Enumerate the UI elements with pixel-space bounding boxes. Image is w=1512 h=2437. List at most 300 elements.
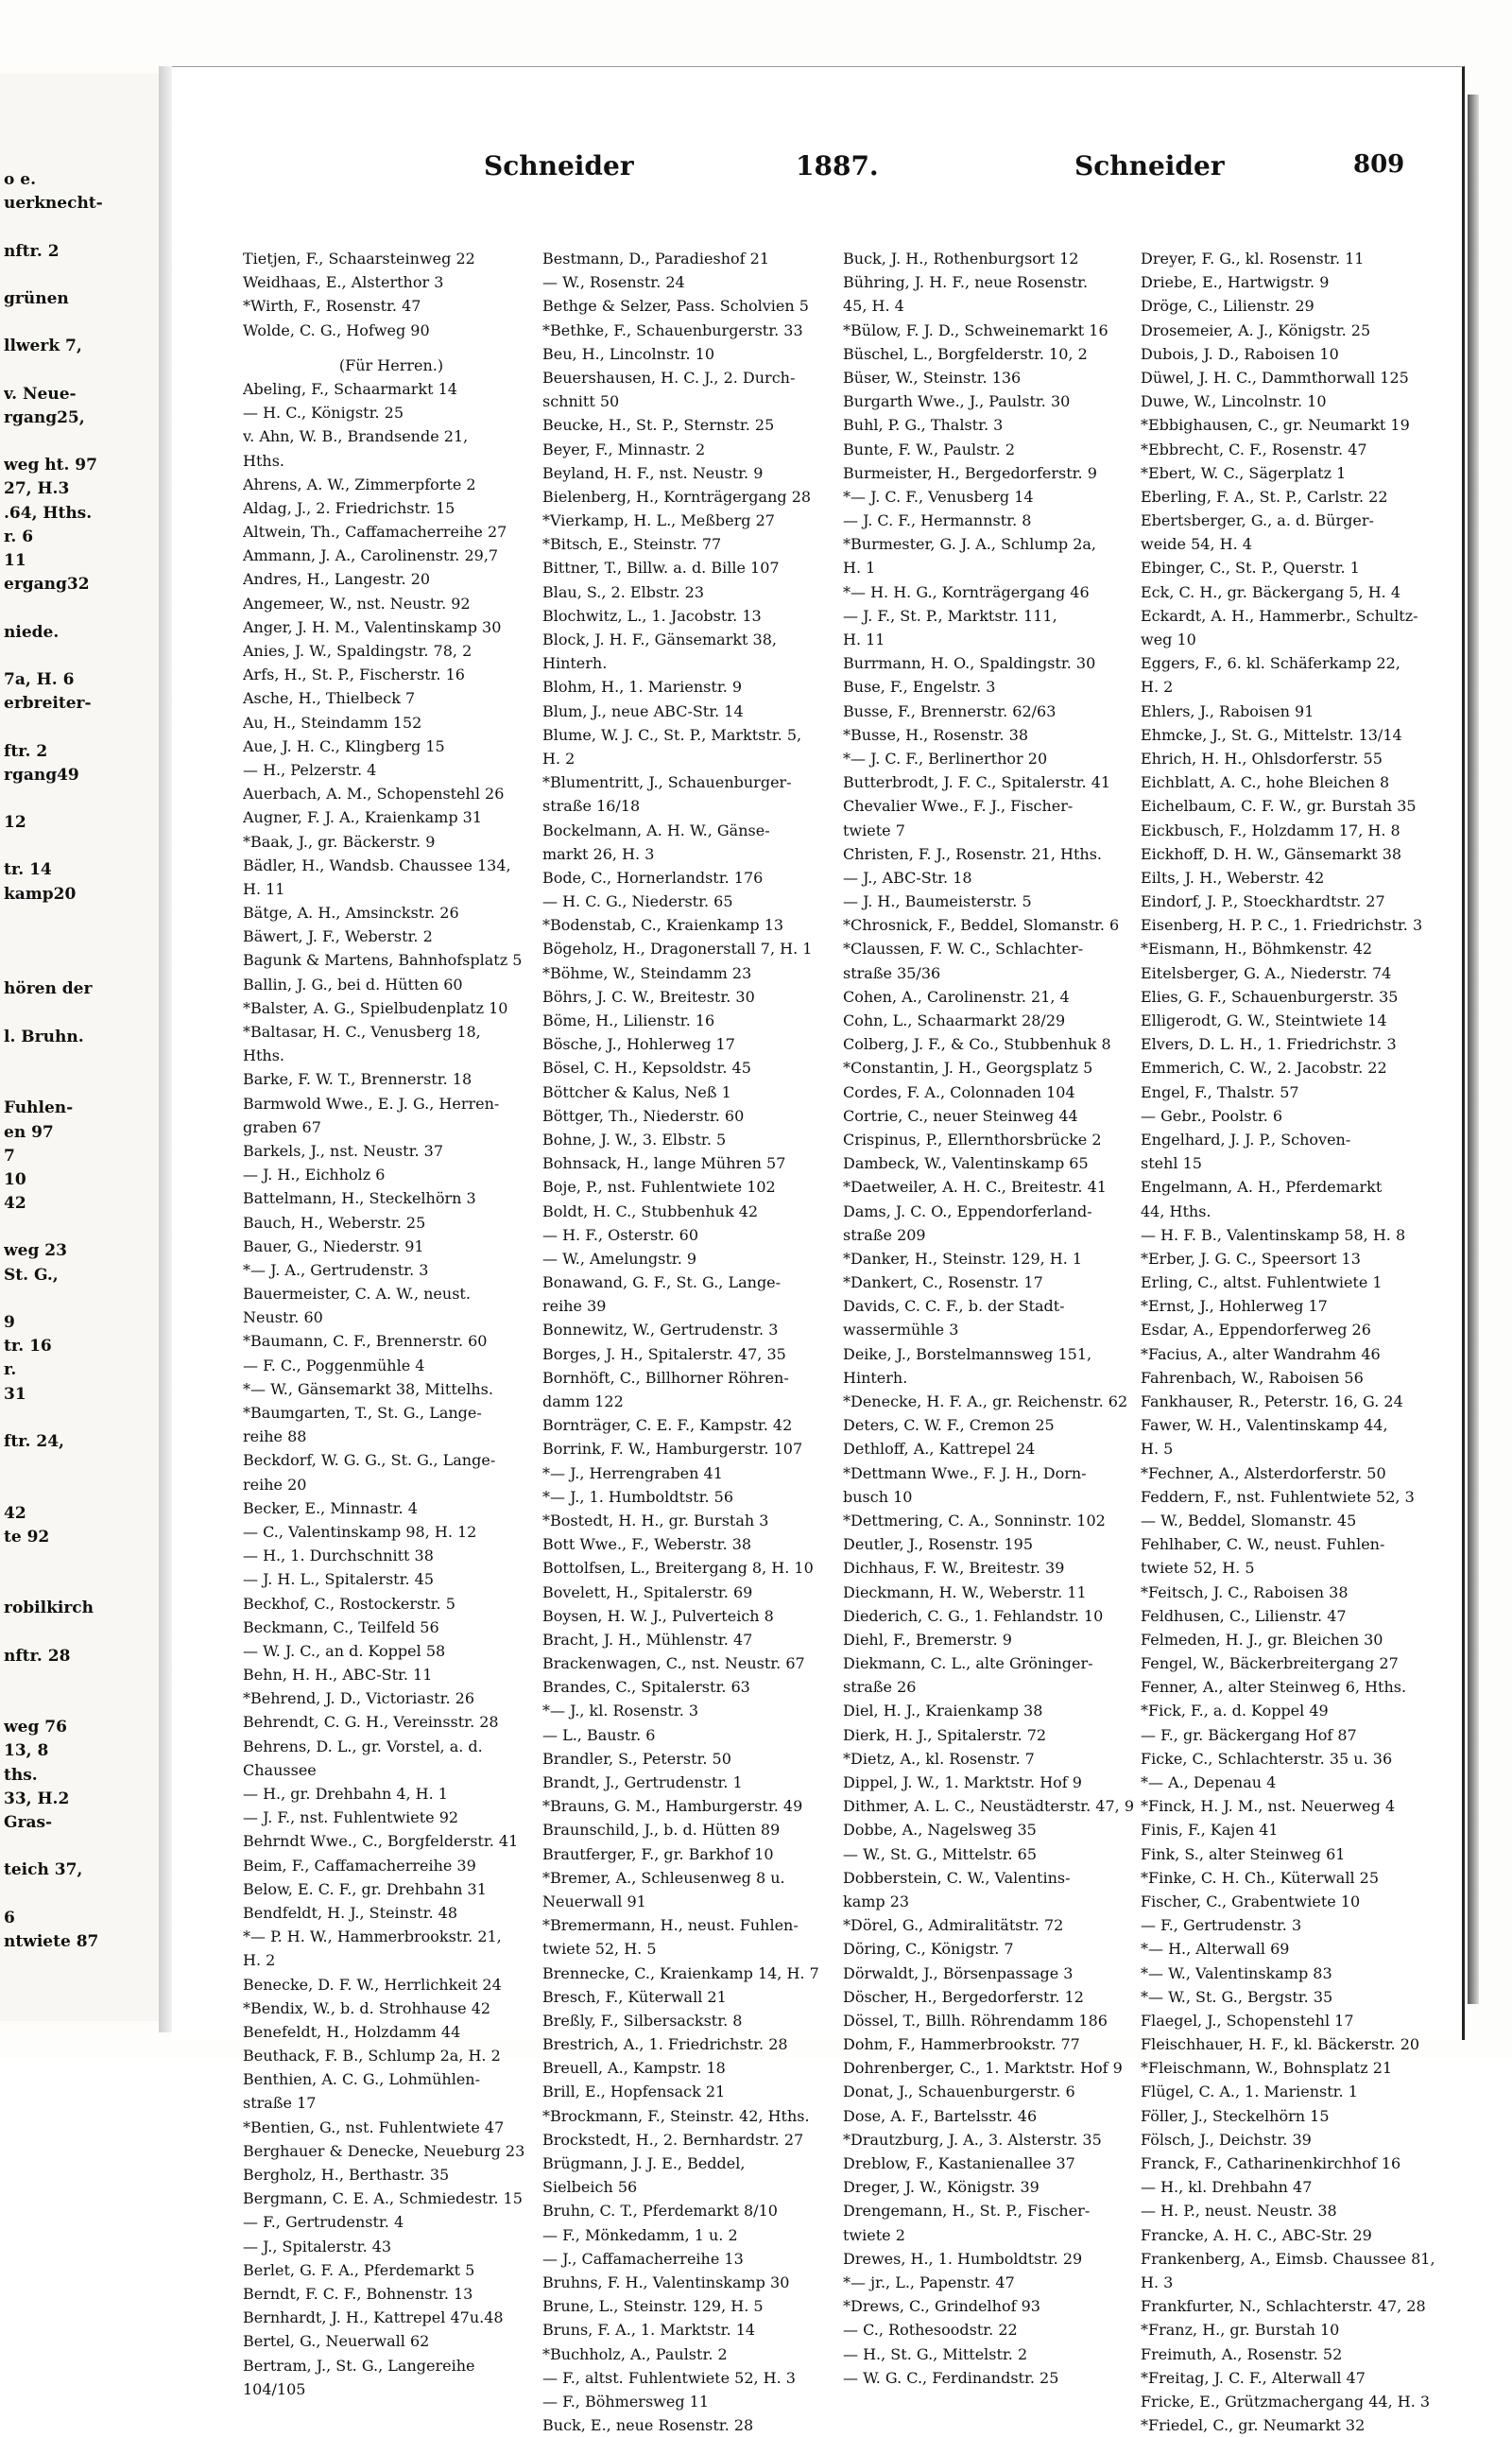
facing-page-line: [4, 1883, 159, 1907]
directory-entry: Chevalier Wwe., F. J., Fischer-: [843, 797, 1074, 816]
directory-entry: Dethloff, A., Kattrepel 24: [843, 1440, 1036, 1459]
facing-page-line: niede.: [4, 622, 60, 642]
directory-entry: stehl 15: [1141, 1154, 1202, 1173]
directory-entry: Duwe, W., Lincolnstr. 10: [1141, 392, 1327, 411]
directory-entry: Abeling, F., Schaarmarkt 14: [243, 379, 457, 398]
directory-entry: Eggers, F., 6. kl. Schäferkamp 22,: [1141, 654, 1400, 673]
directory-entry: kamp 23: [843, 1892, 910, 1910]
directory-entry: twiete 52, H. 5: [542, 1940, 657, 1959]
directory-entry: — J. F., St. P., Marktstr. 111,: [843, 606, 1057, 625]
entries-column-1: [243, 247, 540, 2401]
facing-page-line: Fuhlen-: [4, 1098, 74, 1118]
directory-entry: — F., Gertrudenstr. 3: [1141, 1916, 1302, 1935]
facing-page-line: weg ht. 97: [4, 456, 97, 475]
directory-entry: Dobbe, A., Nagelsweg 35: [843, 1821, 1037, 1840]
directory-entry: Beu, H., Lincolnstr. 10: [542, 344, 715, 363]
directory-entry: Frankfurter, N., Schlachterstr. 47, 28: [1141, 2297, 1426, 2316]
directory-entry: *Danker, H., Steinstr. 129, H. 1: [843, 1249, 1083, 1268]
directory-entry: *Bethke, F., Schauenburgerstr. 33: [542, 320, 803, 339]
directory-entry: *Bremer, A., Schleusenweg 8 u.: [542, 1868, 785, 1887]
directory-entry: *Drews, C., Grindelhof 93: [843, 2297, 1040, 2316]
directory-entry: Benecke, D. F. W., Herrlichkeit 24: [243, 1975, 502, 1994]
directory-entry: — W., Rosenstr. 24: [542, 273, 685, 292]
facing-page-line: 7: [4, 1146, 15, 1166]
directory-entry: — J., ABC-Str. 18: [843, 868, 972, 887]
directory-entry: *Baumgarten, T., St. G., Lange-: [243, 1404, 482, 1422]
directory-entry: Augner, F. J. A., Kraienkamp 31: [243, 808, 482, 827]
directory-entry: Franck, F., Catharinenkirchhof 16: [1141, 2154, 1401, 2172]
directory-entry: Dambeck, W., Valentinskamp 65: [843, 1154, 1089, 1173]
directory-entry: *— P. H. W., Hammerbrookstr. 21,: [243, 1927, 502, 1946]
directory-entry: *Freitag, J. C. F., Alterwall 47: [1141, 2368, 1366, 2387]
directory-entry: Blau, S., 2. Elbstr. 23: [542, 582, 704, 601]
directory-entry: *Claussen, F. W. C., Schlachter-: [843, 940, 1084, 959]
facing-page-line: [4, 716, 159, 739]
directory-entry: Below, E. C. F., gr. Drehbahn 31: [243, 1879, 487, 1898]
directory-entry: *Baumann, C. F., Brennerstr. 60: [243, 1332, 488, 1351]
facing-page-line: nftr. 2: [4, 241, 60, 261]
directory-entry: *Feitsch, J. C., Raboisen 38: [1141, 1582, 1349, 1601]
facing-page-line: [4, 954, 159, 977]
directory-entry: Bonnewitz, W., Gertrudenstr. 3: [542, 1321, 779, 1339]
facing-page-line: 6: [4, 1908, 15, 1927]
directory-entry: Boje, P., nst. Fuhlentwiete 102: [542, 1178, 776, 1197]
directory-entry: — F., Böhmersweg 11: [542, 2392, 709, 2411]
directory-entry: Blume, W. J. C., St. P., Marktstr. 5,: [542, 725, 802, 744]
directory-entry: Eck, C. H., gr. Bäckergang 5, H. 4: [1141, 582, 1401, 601]
directory-entry: *Fick, F., a. d. Koppel 49: [1141, 1702, 1329, 1720]
directory-entry: Brockstedt, H., 2. Bernhardstr. 27: [542, 2130, 804, 2149]
facing-page-line: [4, 1216, 159, 1239]
directory-entry: 44, Hths.: [1141, 1201, 1211, 1220]
facing-page-line: [4, 1668, 159, 1692]
facing-page-line: 11: [4, 551, 26, 570]
directory-entry: — H. F. B., Valentinskamp 58, H. 8: [1141, 1225, 1406, 1244]
directory-entry: *— J. C. F., Berlinerthor 20: [843, 749, 1048, 768]
directory-entry: *Facius, A., alter Wandrahm 46: [1141, 1344, 1381, 1363]
directory-entry: Fischer, C., Grabentwiete 10: [1141, 1892, 1361, 1910]
directory-entry: Busse, F., Brennerstr. 62/63: [843, 701, 1057, 720]
directory-entry: reihe 88: [243, 1427, 307, 1446]
directory-entry: Dreyer, F. G., kl. Rosenstr. 11: [1141, 250, 1365, 268]
directory-entry: Borrink, F. W., Hamburgerstr. 107: [542, 1440, 803, 1459]
facing-page-line: St. G.,: [4, 1265, 59, 1285]
running-head-right: Schneider: [1074, 150, 1225, 181]
directory-entry: Hths.: [243, 1046, 284, 1065]
directory-entry: Dichhaus, F. W., Breitestr. 39: [843, 1559, 1065, 1578]
directory-entry: — C., Valentinskamp 98, H. 12: [243, 1522, 477, 1541]
directory-entry: *— H., Alterwall 69: [1141, 1940, 1290, 1959]
directory-entry: Elies, G. F., Schauenburgerstr. 35: [1141, 987, 1399, 1006]
directory-entry: Beuershausen, H. C. J., 2. Durch-: [542, 368, 796, 387]
facing-page-line: 31: [4, 1384, 26, 1404]
directory-entry: — F., altst. Fuhlentwiete 52, H. 3: [542, 2368, 796, 2387]
directory-entry: Beyland, H. F., nst. Neustr. 9: [542, 463, 764, 482]
directory-entry: Donat, J., Schauenburgerstr. 6: [843, 2083, 1075, 2101]
facing-page-line: 7a, H. 6: [4, 669, 75, 689]
directory-page: [172, 66, 1465, 2435]
directory-entry: Esdar, A., Eppendorferweg 26: [1141, 1321, 1371, 1339]
directory-entry: (Für Herren.): [338, 355, 444, 374]
directory-entry: Bertel, G., Neuerwall 62: [243, 2332, 430, 2351]
entries-column-4: [1141, 247, 1437, 2437]
directory-entry: Flaegel, J., Schopenstehl 17: [1141, 2011, 1354, 2030]
directory-entry: — C., Rothesoodstr. 22: [843, 2321, 1018, 2340]
facing-page-line: [4, 1288, 159, 1311]
facing-page-line: [4, 1573, 159, 1597]
directory-entry: Feddern, F., nst. Fuhlentwiete 52, 3: [1141, 1487, 1415, 1506]
directory-entry: — J., Spitalerstr. 43: [243, 2237, 392, 2256]
directory-entry: Becker, E., Minnastr. 4: [243, 1498, 418, 1517]
directory-entry: Breuell, A., Kampstr. 18: [542, 2059, 726, 2078]
directory-entry: Tietjen, F., Schaarsteinweg 22: [243, 250, 475, 268]
directory-entry: Bruhn, C. T., Pferdemarkt 8/10: [542, 2202, 778, 2221]
directory-entry: *Busse, H., Rosenstr. 38: [843, 725, 1029, 744]
directory-entry: *Fechner, A., Alsterdorferstr. 50: [1141, 1463, 1386, 1482]
directory-entry: Benthien, A. C. G., Lohmühlen-: [243, 2070, 481, 2089]
directory-entry: — F., gr. Bäckergang Hof 87: [1141, 1725, 1357, 1744]
directory-entry: Colberg, J. F., & Co., Stubbenhuk 8: [843, 1035, 1111, 1054]
directory-entry: Berghauer & Denecke, Neueburg 23: [243, 2141, 525, 2160]
book-gutter: [159, 66, 172, 2032]
facing-page-line: [4, 264, 159, 287]
facing-page-line: [4, 1835, 159, 1858]
facing-page-line: rgang25,: [4, 407, 85, 427]
directory-entry: — J. H. L., Spitalerstr. 45: [243, 1570, 435, 1589]
directory-entry: Dohm, F., Hammerbrookstr. 77: [843, 2035, 1080, 2054]
directory-entry: Butterbrodt, J. F. C., Spitalerstr. 41: [843, 773, 1111, 792]
directory-entry: Bagunk & Martens, Bahnhofsplatz 5: [243, 951, 523, 970]
directory-entry: Behrndt Wwe., C., Borgfelderstr. 41: [243, 1832, 519, 1851]
facing-page-line: ergang32: [4, 575, 90, 595]
facing-page-line: [4, 1454, 159, 1478]
directory-entry: *Bitsch, E., Steinstr. 77: [542, 535, 722, 554]
directory-entry: Beckhof, C., Rostockerstr. 5: [243, 1594, 455, 1613]
directory-entry: H. 11: [843, 631, 885, 648]
directory-entry: straße 209: [843, 1225, 926, 1244]
directory-entry: *Wirth, F., Rosenstr. 47: [243, 297, 421, 316]
facing-page-line: [4, 216, 159, 239]
directory-entry: Dörwaldt, J., Börsenpassage 3: [843, 1963, 1074, 1982]
facing-page-line: 10: [4, 1169, 26, 1189]
directory-entry: H. 2: [1141, 678, 1174, 697]
directory-entry: *Daetweiler, A. H. C., Breitestr. 41: [843, 1178, 1107, 1197]
directory-entry: Anies, J. W., Spaldingstr. 78, 2: [243, 642, 472, 660]
directory-entry: Bockelmann, A. H. W., Gänse-: [542, 821, 770, 839]
directory-entry: Bäwert, J. F., Weberstr. 2: [243, 927, 433, 946]
directory-entry: reihe 20: [243, 1475, 307, 1494]
facing-page-line: [4, 430, 159, 454]
facing-page-line: tr. 16: [4, 1337, 52, 1357]
directory-entry: Driebe, E., Hartwigstr. 9: [1141, 273, 1330, 292]
directory-entry: Döscher, H., Bergedorferstr. 12: [843, 1987, 1084, 2006]
directory-entry: Buhl, P. G., Thalstr. 3: [843, 416, 1004, 435]
facing-page-line: ftr. 2: [4, 741, 48, 761]
directory-entry: Brautferger, F., gr. Barkhof 10: [542, 1844, 774, 1863]
facing-page-line: [4, 596, 159, 620]
directory-entry: Bernhardt, J. H., Kattrepel 47u.48: [243, 2308, 504, 2327]
directory-entry: Bruns, F. A., 1. Marktstr. 14: [542, 2321, 756, 2340]
facing-page-line: .64, Hths.: [4, 503, 93, 523]
directory-entry: *Friedel, C., gr. Neumarkt 32: [1141, 2416, 1366, 2435]
directory-entry: Elvers, D. L. H., 1. Friedrichstr. 3: [1141, 1035, 1397, 1054]
entries-column-2: [542, 247, 839, 2437]
facing-page-fragment: [0, 74, 161, 2021]
facing-page-line: r.: [4, 1360, 17, 1380]
directory-entry: Ehmcke, J., St. G., Mittelstr. 13/14: [1141, 725, 1402, 744]
facing-page-line: grünen: [4, 288, 69, 308]
directory-entry: Bösel, C. H., Kepsoldstr. 45: [542, 1059, 751, 1078]
directory-entry: straße 35/36: [843, 963, 941, 982]
running-head-year: 1887.: [796, 150, 879, 181]
directory-entry: Dieckmann, H. W., Weberstr. 11: [843, 1582, 1087, 1601]
facing-page-line: te 92: [4, 1527, 50, 1547]
directory-entry: Fleischhauer, H. F., kl. Bäckerstr. 20: [1141, 2035, 1420, 2054]
directory-entry: Dohrenberger, C., 1. Marktstr. Hof 9: [843, 2059, 1123, 2078]
directory-entry: Elligerodt, G. W., Steintwiete 14: [1141, 1011, 1387, 1029]
directory-entry: *Ebbrecht, C. F., Rosenstr. 47: [1141, 440, 1367, 458]
directory-entry: Bruhns, F. H., Valentinskamp 30: [542, 2273, 790, 2291]
directory-entry: [243, 342, 540, 354]
directory-entry: Behrens, D. L., gr. Vorstel, a. d.: [243, 1737, 483, 1755]
directory-entry: *Eismann, H., Böhmkenstr. 42: [1141, 940, 1373, 959]
facing-page-line: [4, 1620, 159, 1644]
directory-entry: Brackenwagen, C., nst. Neustr. 67: [542, 1654, 805, 1673]
directory-entry: Sielbeich 56: [542, 2178, 638, 2197]
directory-entry: *— W., Gänsemarkt 38, Mittelhs.: [243, 1379, 493, 1398]
directory-entry: — W. J. C., an d. Koppel 58: [243, 1641, 446, 1660]
directory-entry: Diehl, F., Bremerstr. 9: [843, 1630, 1012, 1649]
facing-page-line: ntwiete 87: [4, 1931, 99, 1951]
directory-entry: Benefeldt, H., Holzdamm 44: [243, 2022, 461, 2041]
directory-entry: Beuthack, F. B., Schlump 2a, H. 2: [243, 2047, 501, 2065]
directory-entry: Dose, A. F., Bartelsstr. 46: [843, 2106, 1038, 2125]
directory-entry: — H. P., neust. Neustr. 38: [1141, 2202, 1337, 2221]
directory-entry: v. Ahn, W. B., Brandsende 21,: [243, 427, 469, 446]
facing-page-line: [4, 930, 159, 954]
directory-entry: Barke, F. W. T., Brennerstr. 18: [243, 1070, 472, 1089]
directory-entry: busch 10: [843, 1487, 913, 1506]
directory-entry: Deike, J., Borstelmannsweg 151,: [843, 1344, 1092, 1363]
directory-entry: Beckdorf, W. G. G., St. G., Lange-: [243, 1451, 496, 1470]
directory-entry: wassermühle 3: [843, 1321, 959, 1339]
directory-entry: Büschel, L., Borgfelderstr. 10, 2: [843, 344, 1088, 363]
facing-page-text: [0, 74, 159, 1954]
directory-entry: Buck, J. H., Rothenburgsort 12: [843, 250, 1079, 268]
directory-entry: *— jr., L., Papenstr. 47: [843, 2273, 1015, 2291]
directory-entry: Dierk, H. J., Spitalerstr. 72: [843, 1725, 1047, 1744]
directory-entry: Brandt, J., Gertrudenstr. 1: [542, 1773, 743, 1791]
directory-entry: Eberling, F. A., St. P., Carlstr. 22: [1141, 487, 1388, 506]
facing-page-line: [4, 311, 159, 335]
directory-entry: Eichelbaum, C. F. W., gr. Burstah 35: [1141, 797, 1417, 816]
facing-page-line: [4, 835, 159, 858]
directory-entry: Freimuth, A., Rosenstr. 52: [1141, 2344, 1343, 2363]
directory-entry: Eckardt, A. H., Hammerbr., Schultz-: [1141, 606, 1418, 625]
directory-entry: Brandes, C., Spitalerstr. 63: [542, 1678, 750, 1697]
directory-entry: Ebinger, C., St. P., Querstr. 1: [1141, 559, 1360, 578]
directory-entry: Dröge, C., Lilienstr. 29: [1141, 297, 1314, 316]
directory-entry: markt 26, H. 3: [542, 844, 655, 863]
directory-entry: Anger, J. H. M., Valentinskamp 30: [243, 617, 502, 636]
directory-entry: Arfs, H., St. P., Fischerstr. 16: [243, 665, 465, 684]
directory-entry: Fink, S., alter Steinweg 61: [1141, 1844, 1346, 1863]
directory-entry: Beim, F., Caffamacherreihe 39: [243, 1856, 476, 1875]
page-edge-shadow: [1468, 95, 1479, 2004]
directory-entry: Burgarth Wwe., J., Paulstr. 30: [843, 392, 1071, 411]
directory-entry: Ficke, C., Schlachterstr. 35 u. 36: [1141, 1749, 1393, 1768]
directory-entry: *Balster, A. G., Spielbudenplatz 10: [243, 998, 508, 1017]
directory-entry: Fawer, W. H., Valentinskamp 44,: [1141, 1416, 1388, 1435]
directory-entry: *— W., Valentinskamp 83: [1141, 1963, 1332, 1982]
directory-entry: Fengel, W., Bäckerbreitergang 27: [1141, 1654, 1399, 1673]
directory-entry: *— J., kl. Rosenstr. 3: [542, 1702, 699, 1720]
facing-page-line: r. 6: [4, 527, 34, 546]
directory-entry: Dreblow, F., Kastanienallee 37: [843, 2154, 1075, 2172]
directory-entry: Eindorf, J. P., Stoeckhardtstr. 27: [1141, 892, 1385, 911]
directory-entry: Brune, L., Steinstr. 129, H. 5: [542, 2297, 764, 2316]
directory-entry: — H. F., Osterstr. 60: [542, 1225, 699, 1244]
directory-entry: Dithmer, A. L. C., Neustädterstr. 47, 9: [843, 1797, 1134, 1816]
facing-page-line: [4, 1692, 159, 1716]
directory-entry: Büser, W., Steinstr. 136: [843, 368, 1022, 387]
directory-entry: Dubois, J. D., Raboisen 10: [1141, 344, 1339, 363]
directory-entry: — F., Gertrudenstr. 4: [243, 2213, 404, 2232]
directory-entry: — Gebr., Poolstr. 6: [1141, 1106, 1283, 1125]
directory-entry: Blum, J., neue ABC-Str. 14: [542, 701, 744, 720]
directory-entry: Cordes, F. A., Colonnaden 104: [843, 1082, 1075, 1101]
directory-entry: Blohm, H., 1. Marienstr. 9: [542, 678, 743, 697]
directory-entry: Bittner, T., Billw. a. d. Bille 107: [542, 559, 780, 578]
directory-entry: Beucke, H., St. P., Sternstr. 25: [542, 416, 775, 435]
directory-entry: Brügmann, J. J. E., Beddel,: [542, 2154, 746, 2172]
directory-entry: straße 17: [243, 2094, 317, 2113]
directory-entry: *Bremermann, H., neust. Fuhlen-: [542, 1916, 799, 1935]
directory-entry: *Franz, H., gr. Burstah 10: [1141, 2321, 1340, 2340]
directory-entry: Eickhoff, D. H. W., Gänsemarkt 38: [1141, 844, 1402, 863]
directory-entry: Eitelsberger, G. A., Niederstr. 74: [1141, 963, 1392, 982]
directory-entry: Feldhusen, C., Lilienstr. 47: [1141, 1606, 1347, 1625]
directory-entry: — J. H., Eichholz 6: [243, 1166, 386, 1184]
directory-entry: Dippel, J. W., 1. Marktstr. Hof 9: [843, 1773, 1082, 1791]
directory-entry: Bracht, J. H., Mühlenstr. 47: [542, 1630, 753, 1649]
directory-entry: *Baltasar, H. C., Venusberg 18,: [243, 1023, 481, 1041]
directory-entry: Fehlhaber, C. W., neust. Fuhlen-: [1141, 1535, 1385, 1554]
directory-entry: Cortrie, C., neuer Steinweg 44: [843, 1106, 1078, 1125]
directory-entry: *Erber, J. G. C., Speersort 13: [1141, 1249, 1361, 1268]
facing-page-line: v. Neue-: [4, 384, 77, 404]
directory-entry: Drosemeier, A. J., Königstr. 25: [1141, 320, 1371, 339]
directory-entry: Bode, C., Hornerlandstr. 176: [542, 868, 764, 887]
directory-entry: *— H. H. G., Kornträgergang 46: [843, 582, 1090, 601]
facing-page-line: [4, 907, 159, 930]
directory-entry: Ebertsberger, G., a. d. Bürger-: [1141, 511, 1374, 530]
directory-entry: Ehrich, H. H., Ohlsdorferstr. 55: [1141, 749, 1383, 768]
directory-entry: Bestmann, D., Paradieshof 21: [542, 250, 769, 268]
directory-entry: Bohne, J. W., 3. Elbstr. 5: [542, 1130, 727, 1149]
facing-page-line: [4, 1002, 159, 1026]
directory-entry: Chaussee: [243, 1760, 317, 1779]
directory-entry: — H. C. G., Niederstr. 65: [542, 892, 733, 911]
directory-entry: Bauer, G., Niederstr. 91: [243, 1236, 424, 1255]
directory-entry: Burmeister, H., Bergedorferstr. 9: [843, 463, 1097, 482]
directory-entry: Neustr. 60: [243, 1308, 323, 1327]
directory-entry: Frankenberg, A., Eimsb. Chaussee 81,: [1141, 2249, 1435, 2268]
directory-entry: Bögeholz, H., Dragonerstall 7, H. 1: [542, 940, 813, 959]
directory-entry: weide 54, H. 4: [1141, 535, 1252, 554]
directory-entry: *Constantin, J. H., Georgsplatz 5: [843, 1059, 1093, 1078]
facing-page-line: [4, 645, 159, 668]
facing-page-line: hören der: [4, 979, 93, 999]
directory-entry: *Behrend, J. D., Victoriastr. 26: [243, 1689, 475, 1708]
directory-entry: Felmeden, H. J., gr. Bleichen 30: [1141, 1630, 1383, 1649]
directory-entry: Block, J. H. F., Gänsemarkt 38,: [542, 631, 777, 648]
directory-entry: straße 16/18: [542, 797, 641, 816]
directory-entry: Braunschild, J., b. d. Hütten 89: [542, 1821, 781, 1840]
directory-entry: *Bülow, F. J. D., Schweinemarkt 16: [843, 320, 1108, 339]
directory-entry: *Dettmering, C. A., Sonninstr. 102: [843, 1511, 1106, 1530]
directory-entry: Buck, E., neue Rosenstr. 28: [542, 2416, 754, 2435]
directory-entry: Bädler, H., Wandsb. Chaussee 134,: [243, 856, 511, 874]
directory-entry: — H., gr. Drehbahn 4, H. 1: [243, 1785, 448, 1803]
entries-column-3: [843, 247, 1140, 2390]
directory-entry: Deutler, J., Rosenstr. 195: [843, 1535, 1034, 1554]
directory-entry: *— J. A., Gertrudenstr. 3: [243, 1260, 429, 1279]
directory-entry: twiete 2: [843, 2225, 905, 2244]
directory-entry: Cohn, L., Schaarmarkt 28/29: [843, 1011, 1066, 1029]
directory-entry: Hinterh.: [843, 1368, 908, 1387]
directory-entry: *Ebert, W. C., Sägerplatz 1: [1141, 463, 1347, 482]
directory-entry: Asche, H., Thielbeck 7: [243, 689, 416, 708]
facing-page-line: robilkirch: [4, 1599, 94, 1618]
facing-page-line: ftr. 24,: [4, 1431, 64, 1451]
directory-entry: damm 122: [542, 1392, 624, 1410]
facing-page-line: 27, H.3: [4, 479, 70, 499]
facing-page-line: teich 37,: [4, 1860, 83, 1880]
directory-entry: reihe 39: [542, 1297, 607, 1316]
facing-page-line: 42: [4, 1194, 26, 1214]
directory-entry: — J., Caffamacherreihe 13: [542, 2249, 744, 2268]
directory-entry: Boldt, H. C., Stubbenhuk 42: [542, 1201, 759, 1220]
directory-entry: Düwel, J. H. C., Dammthorwall 125: [1141, 368, 1409, 387]
directory-entry: Beyer, F., Minnastr. 2: [542, 440, 706, 458]
directory-entry: Andres, H., Langestr. 20: [243, 570, 431, 589]
directory-entry: Bovelett, H., Spitalerstr. 69: [542, 1582, 753, 1601]
facing-page-line: 33, H.2: [4, 1789, 70, 1808]
facing-page-line: [4, 787, 159, 811]
directory-entry: Fankhauser, R., Peterstr. 16, G. 24: [1141, 1392, 1403, 1410]
directory-entry: Böttcher & Kalus, Neß 1: [542, 1082, 731, 1101]
directory-entry: Bonawand, G. F., St. G., Lange-: [542, 1273, 782, 1292]
directory-entry: Boysen, H. W. J., Pulverteich 8: [542, 1606, 774, 1625]
directory-entry: *Baak, J., gr. Bäckerstr. 9: [243, 832, 436, 851]
directory-entry: *Burmester, G. J. A., Schlump 2a,: [843, 535, 1097, 554]
directory-entry: Blochwitz, L., 1. Jacobstr. 13: [542, 606, 762, 625]
directory-entry: — F. C., Poggenmühle 4: [243, 1356, 425, 1374]
directory-entry: Bösche, J., Hohlerweg 17: [542, 1035, 735, 1054]
directory-entry: Breßly, F., Silbersackstr. 8: [542, 2011, 743, 2030]
directory-entry: Brennecke, C., Kraienkamp 14, H. 7: [542, 1963, 819, 1982]
directory-entry: Föller, J., Steckelhörn 15: [1141, 2106, 1330, 2125]
directory-entry: Deters, C. W. F., Cremon 25: [843, 1416, 1055, 1435]
facing-page-line: ths.: [4, 1765, 38, 1785]
directory-entry: Drengemann, H., St. P., Fischer-: [843, 2202, 1091, 2221]
directory-entry: *Dörel, G., Admiralitätstr. 72: [843, 1916, 1064, 1935]
facing-page-line: en 97: [4, 1122, 54, 1142]
facing-page-line: [4, 1073, 159, 1097]
facing-page-line: llwerk 7,: [4, 337, 82, 356]
directory-entry: Fölsch, J., Deichstr. 39: [1141, 2130, 1312, 2149]
